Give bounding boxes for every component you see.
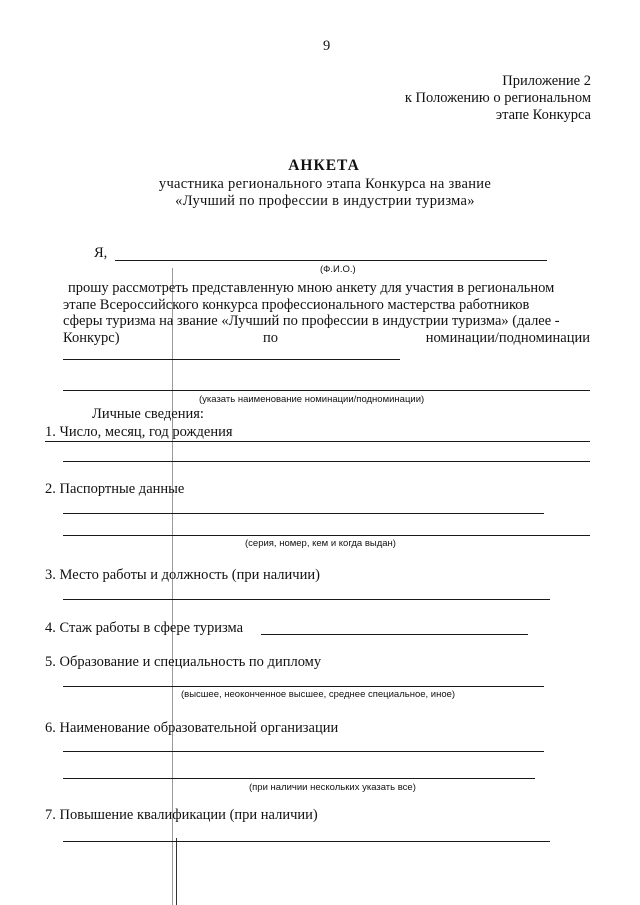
appendix-line-2: к Положению о региональном: [404, 90, 591, 106]
fold-line-bottom: [176, 838, 177, 905]
intro-line-3: сферы туризма на звание «Лучший по профессии в индустрии туризма» (далее -: [63, 313, 560, 329]
institution-hint: (при наличии нескольких указать все): [249, 782, 416, 793]
item-7-label: 7. Повышение квалификации (при наличии): [45, 807, 318, 823]
item-6-label: 6. Наименование образовательной организации: [45, 720, 339, 736]
item-2-label: 2. Паспортные данные: [45, 481, 185, 497]
education-field[interactable]: [63, 686, 544, 687]
page-number: 9: [323, 38, 331, 54]
qualification-field[interactable]: [63, 841, 550, 842]
form-title: АНКЕТА: [288, 157, 360, 174]
nomination-field-1[interactable]: [63, 359, 400, 360]
workplace-field[interactable]: [63, 599, 550, 600]
fio-field[interactable]: [115, 260, 547, 261]
personal-heading: Личные сведения:: [92, 406, 204, 422]
intro-line-1: прошу рассмотреть представленную мною анкету для участия в региональном: [68, 280, 555, 296]
nomination-hint: (указать наименование номинации/подноминации): [199, 394, 425, 405]
intro-line-4c: номинации/подноминации: [425, 330, 590, 346]
ya-label: Я,: [94, 245, 108, 261]
intro-line-2: этапе Всероссийского конкурса профессионального мастерства работников: [63, 297, 530, 313]
education-hint: (высшее, неоконченное высшее, среднее специальное, иное): [181, 689, 456, 700]
appendix-line-1: Приложение 2: [502, 73, 591, 89]
item-5-label: 5. Образование и специальность по диплому: [45, 654, 322, 670]
form-subtitle-1: участника регионального этапа Конкурса на звание: [158, 176, 492, 192]
experience-field[interactable]: [261, 634, 528, 635]
form-subtitle-2: «Лучший по профессии в индустрии туризма»: [175, 193, 475, 209]
intro-line-4b: по: [263, 330, 279, 346]
fio-hint: (Ф.И.О.): [320, 264, 356, 275]
intro-line-4a: Конкурс): [63, 330, 120, 346]
appendix-line-3: этапе Конкурса: [495, 107, 591, 123]
birthdate-field-1[interactable]: [45, 441, 590, 442]
passport-field-2[interactable]: [63, 535, 590, 536]
passport-field-1[interactable]: [63, 513, 544, 514]
birthdate-field-2[interactable]: [63, 461, 590, 462]
institution-field-2[interactable]: [63, 778, 535, 779]
passport-hint: (серия, номер, кем и когда выдан): [245, 538, 396, 549]
item-3-label: 3. Место работы и должность (при наличии): [45, 567, 320, 583]
institution-field-1[interactable]: [63, 751, 544, 752]
item-1-label: 1. Число, месяц, год рождения: [45, 424, 233, 440]
nomination-field-2[interactable]: [63, 390, 590, 391]
item-4-label: 4. Стаж работы в сфере туризма: [45, 620, 244, 636]
